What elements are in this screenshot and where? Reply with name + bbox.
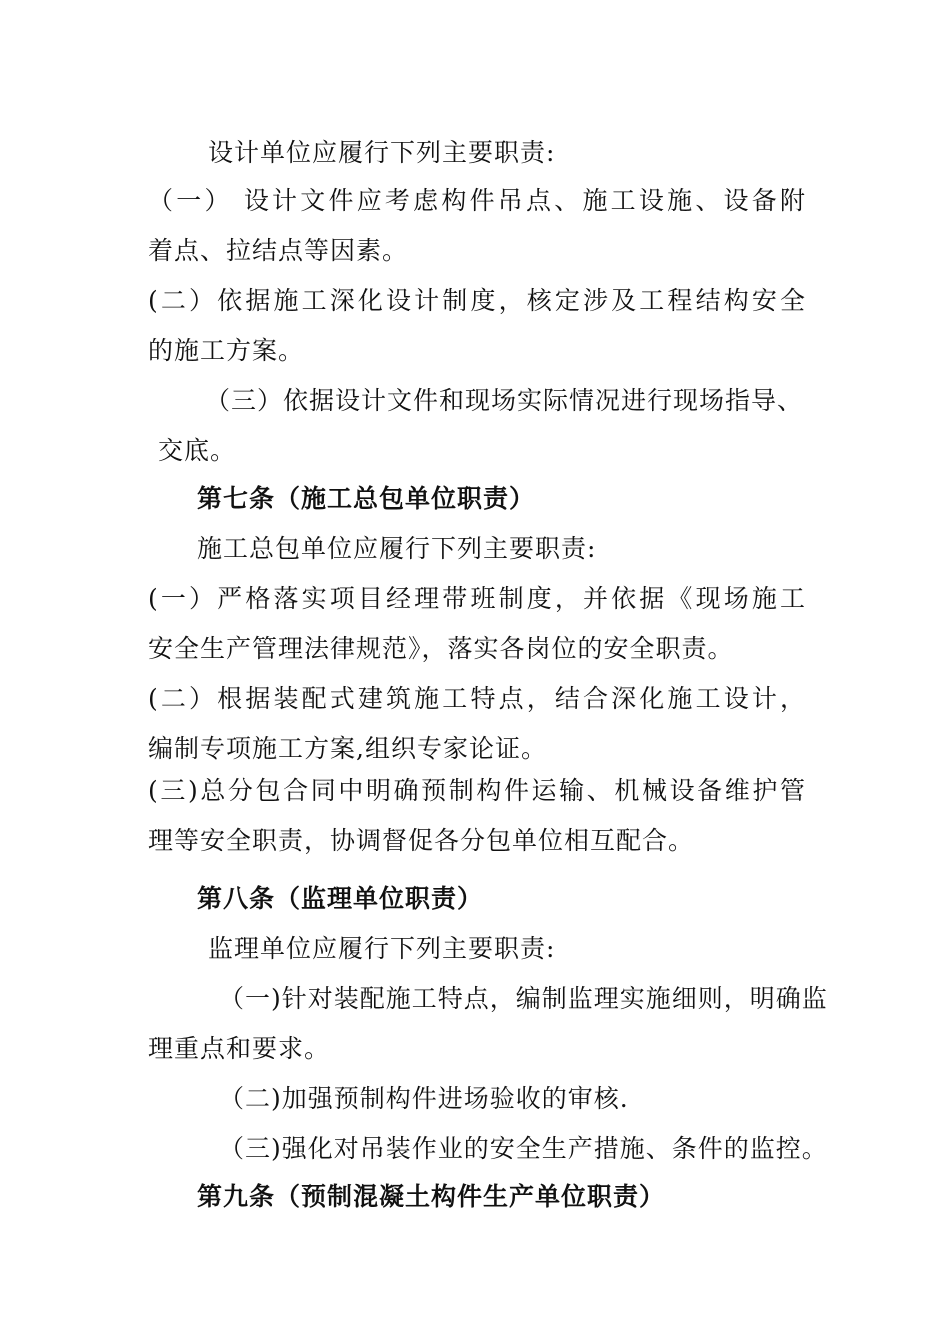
clause-line: (二）根据装配式建筑施工特点，结合深化施工设计， (148, 684, 806, 713)
article-heading: 第八条（监理单位职责） (197, 884, 484, 913)
clause-line: (三)总分包合同中明确预制构件运输、机械设备维护管 (148, 776, 806, 805)
section-intro: 设计单位应履行下列主要职责: (208, 138, 556, 167)
clause-line: （三)强化对吊装作业的安全生产措施、条件的监控。 (219, 1134, 828, 1163)
clause-line: 的施工方案。 (148, 336, 305, 365)
clause-line: （三）依据设计文件和现场实际情况进行现场指导、 (205, 386, 804, 415)
clause-line: 安全生产管理法律规范》，落实各岗位的安全职责。 (148, 634, 734, 663)
section-intro: 施工总包单位应履行下列主要职责: (197, 534, 597, 563)
clause-line: (二）依据施工深化设计制度，核定涉及工程结构安全 (148, 286, 806, 315)
clause-line: 编制专项施工方案,组织专家论证。 (148, 734, 547, 763)
article-heading: 第九条（预制混凝土构件生产单位职责） (197, 1182, 666, 1211)
clause-line: 理等安全职责，协调督促各分包单位相互配合。 (148, 826, 695, 855)
clause-line: 着点、拉结点等因素。 (148, 236, 409, 265)
clause-line: （一） 设计文件应考虑构件吊点、施工设施、设备附 (148, 186, 806, 215)
clause-line: （一)针对装配施工特点，编制监理实施细则，明确监 (219, 984, 828, 1013)
clause-line: （二)加强预制构件进场验收的审核. (219, 1084, 629, 1113)
clause-line: (一）严格落实项目经理带班制度，并依据《现场施工 (148, 584, 806, 613)
article-heading: 第七条（施工总包单位职责） (197, 484, 536, 513)
clause-line: 理重点和要求。 (148, 1034, 331, 1063)
section-intro: 监理单位应履行下列主要职责: (208, 934, 556, 963)
clause-line: 交底。 (158, 436, 237, 465)
